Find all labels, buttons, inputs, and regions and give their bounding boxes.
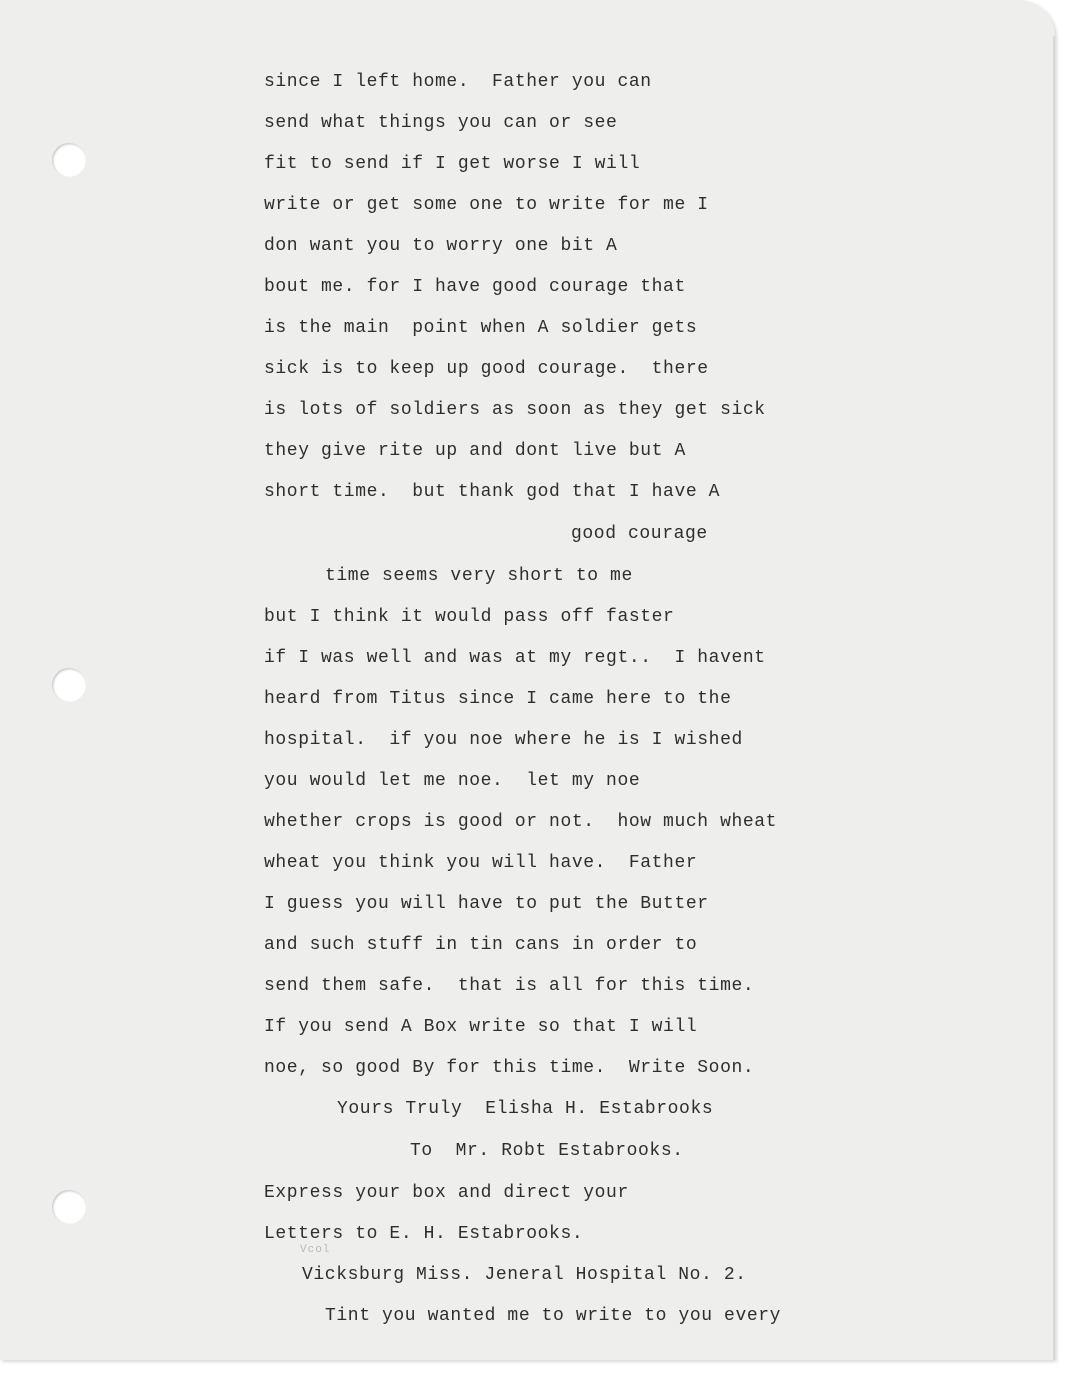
letter-line: short time. but thank god that I have A [264,482,721,502]
letter-line: sick is to keep up good courage. there [264,359,709,379]
letter-line: Vicksburg Miss. Jeneral Hospital No. 2. [302,1265,747,1285]
letter-line: I guess you will have to put the Butter [264,894,709,914]
letter-line: whether crops is good or not. how much wheat [264,812,778,832]
letter-line: Tint you wanted me to write to you every [325,1306,782,1326]
letter-line: time seems very short to me [325,566,633,586]
letter-line: you would let me noe. let my noe [264,771,641,791]
letter-line: is lots of soldiers as soon as they get sick [264,400,766,420]
letter-line: hospital. if you noe where he is I wished [264,730,743,750]
letter-line: send what things you can or see [264,113,618,133]
letter-line: wheat you think you will have. Father [264,853,698,873]
binder-hole-top [52,143,86,177]
binder-hole-middle [52,668,86,702]
letter-line: Express your box and direct your [264,1183,629,1203]
letter-line: send them safe. that is all for this time. [264,976,755,996]
letter-line: Letters to E. H. Estabrooks. [264,1224,584,1244]
letter-line: they give rite up and dont live but A [264,441,686,461]
letter-line: if I was well and was at my regt.. I havent [264,648,766,668]
letter-line: since I left home. Father you can [264,72,652,92]
letter-line: don want you to worry one bit A [264,236,618,256]
binder-hole-bottom [52,1190,86,1224]
letter-line: heard from Titus since I came here to the [264,689,732,709]
faint-overstrike-mark: Vcol [300,1244,331,1256]
letter-line: fit to send if I get worse I will [264,154,641,174]
letter-line: good courage [571,524,708,544]
letter-line: is the main point when A soldier gets [264,318,698,338]
letter-line: and such stuff in tin cans in order to [264,935,698,955]
letter-line: write or get some one to write for me I [264,195,709,215]
letter-line: noe, so good By for this time. Write Soon. [264,1058,755,1078]
letter-addressee: To Mr. Robt Estabrooks. [410,1141,684,1161]
letter-line: but I think it would pass off faster [264,607,675,627]
letter-line: bout me. for I have good courage that [264,277,686,297]
letter-line: If you send A Box write so that I will [264,1017,698,1037]
letter-signature: Yours Truly Elisha H. Estabrooks [337,1099,714,1119]
